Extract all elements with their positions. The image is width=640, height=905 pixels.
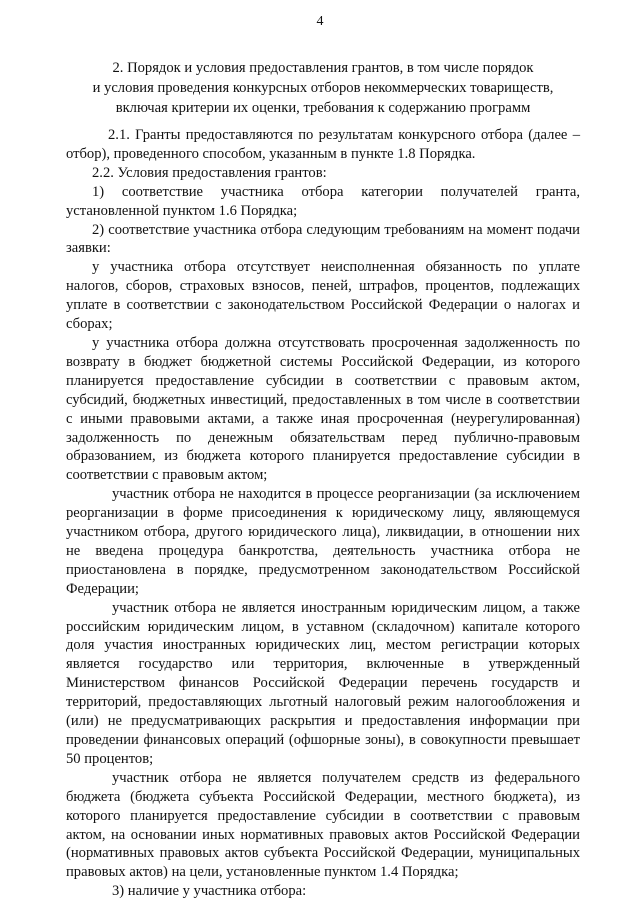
paragraph-not-foreign-entity: участник отбора не является иностранным юридическим лицом, а также российским юридическим лицом, в уставном (складочном) капитале которого доля участия иностранных юридических лиц, местом регистрации которых является государство или территория, включенные в утвержденный Министерством финансов Российской Федерации перечень государств и территорий, предоставляющих льготный налоговый режим налогообложения и (или) не предусматривающих раскрытия и предоставления информации при проведении финансовых операций (офшорные зоны), в совокупности превышает 50 процентов; (66, 599, 580, 767)
heading-line: 2. Порядок и условия предоставления грантов, в том числе порядок (112, 60, 534, 76)
paragraph-condition-1: 1) соответствие участника отбора категории получателей гранта, установленной пунктом 1.6 Порядка; (66, 183, 580, 219)
page-number: 4 (316, 14, 324, 29)
paragraph-condition-2: 2) соответствие участника отбора следующим требованиям на момент подачи заявки: (66, 221, 580, 257)
paragraph-condition-3: 3) наличие у участника отбора: (112, 883, 307, 900)
paragraph-not-budget-recipient: участник отбора не является получателем средств из федерального бюджета (бюджета субъекта Российской Федерации, местного бюджета), из которого планируется предоставление субсидии в соответствии с правовым актом, на основании иных нормативных правовых актов Российской Федерации (нормативных правовых актов субъекта Российской Федерации, муниципальных правовых актов) на цели, установленные пунктом 1.4 Порядка; (66, 769, 580, 881)
paragraph-no-overdue-debt: у участника отбора должна отсутствовать просроченная задолженность по возврату в бюджет бюджетной системы Российской Федерации, из которого планируется предоставление субсидии в соответствии с правовым актом, субсидий, бюджетных инвестиций, предоставленных в том числе в соответствии с иными правовыми актами, а также иная просроченная (неурегулированная) задолженность по денежным обязательствам перед публично-правовым образованием, из бюджета которого планируется предоставление субсидии в соответствии с правовым актом; (66, 334, 580, 484)
paragraph-no-reorganization: участник отбора не находится в процессе реорганизации (за исключением реорганизации в форме присоединения к юридическому лицу, являющемуся участником отбора, другого юридического лица), ликвидации, в отношении них не введена процедура банкротства, деятельность участника отбора не приостановлена в порядке, предусмотренном законодательством Российской Федерации; (66, 486, 580, 597)
heading-line: включая критерии их оценки, требования к содержанию программ (115, 100, 531, 116)
heading-line: и условия проведения конкурсных отборов некоммерческих товариществ, (92, 80, 554, 96)
section-heading (66, 58, 580, 118)
paragraph-2-1: 2.1. Гранты предоставляются по результатам конкурсного отбора (далее – отбор), проведенного способом, указанным в пункте 1.8 Порядка. (66, 127, 580, 162)
paragraph-2-2: 2.2. Условия предоставления грантов: (92, 164, 327, 181)
paragraph-no-tax-debt: у участника отбора отсутствует неисполненная обязанность по уплате налогов, сборов, страховых взносов, пеней, штрафов, процентов, подлежащих уплате в соответствии с законодательством Российской Федерации о налогах и сборах; (66, 259, 580, 333)
document-body (66, 126, 580, 901)
